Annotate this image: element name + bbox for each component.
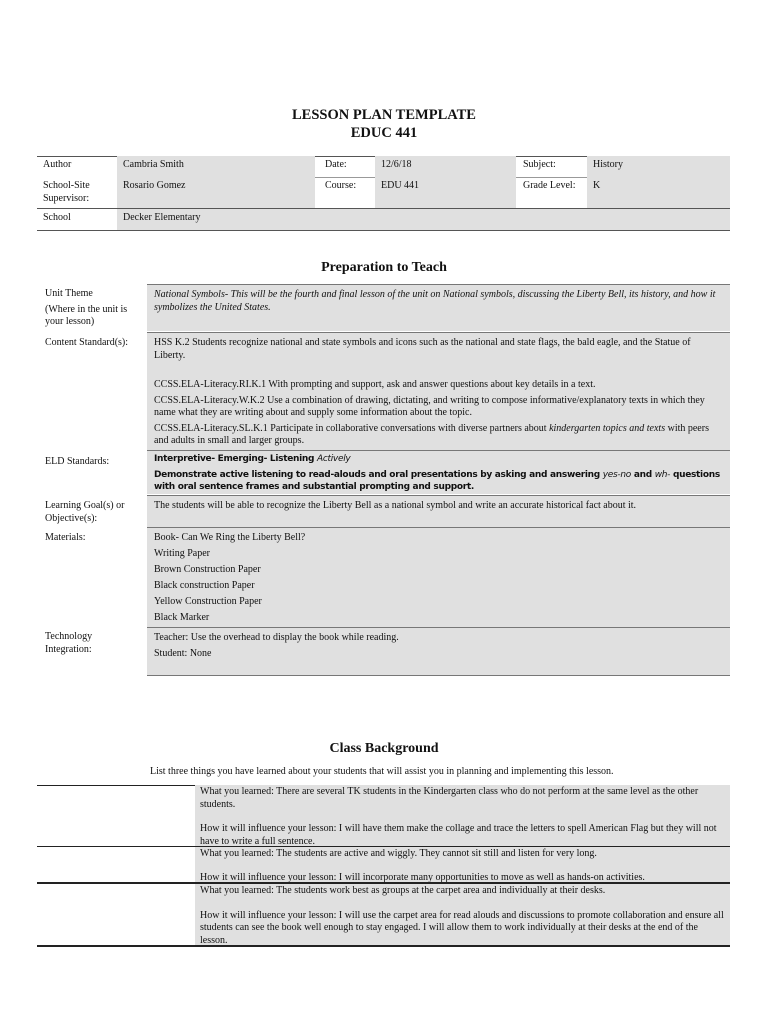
supervisor-label: School-Site Supervisor:: [43, 180, 90, 204]
school-value: Decker Elementary: [117, 209, 730, 230]
eld-line-1-bold: Interpretive- Emerging- Listening: [154, 454, 317, 464]
content-standard-sl: [154, 423, 723, 448]
eld-line-2-and: and: [630, 469, 655, 480]
learned-text: What you learned: The students work best as groups at the carpet area and individually at their desks.: [200, 885, 606, 896]
preparation-heading: Preparation to Teach: [321, 260, 447, 275]
class-background-heading: Class Background: [329, 741, 439, 756]
content-standard-sl-italic: kindergarten topics and texts: [549, 422, 666, 434]
material-item: Book- Can We Ring the Liberty Bell?: [154, 532, 306, 543]
learning-goal-value: The students will be able to recognize the Liberty Bell as a national symbol and write an accurate historical fact about it.: [154, 500, 637, 511]
row-left-rule: [37, 785, 195, 786]
eld-line-1-italic: Actively: [317, 454, 351, 464]
material-item: Black construction Paper: [154, 580, 255, 591]
technology-label: Technology Integration:: [45, 631, 93, 655]
eld-line-2-wh: wh-: [654, 469, 671, 480]
eld-label: ELD Standards:: [45, 456, 110, 467]
content-standard-sl-end: with peers and adults in small and larger groups.: [154, 422, 709, 446]
technology-teacher: Teacher: Use the overhead to display the book while reading.: [154, 632, 399, 643]
subject-value: History: [587, 156, 730, 177]
table-bottom-rule: [37, 945, 730, 947]
info-row-school: [37, 209, 730, 230]
author-value: Cambria Smith: [117, 156, 315, 177]
school-label: School: [43, 212, 71, 223]
class-background-content: [195, 847, 730, 882]
unit-theme-sublabel: (Where in the unit is your lesson): [45, 303, 128, 327]
learning-goal-box: [147, 495, 730, 527]
class-background-content: [195, 884, 730, 945]
content-standard-sl-start: CCSS.ELA-Literacy.SL.K.1 Participate in collaborative conversations with diverse partners about: [154, 422, 550, 434]
eld-line-2-yesno: yes-no: [602, 469, 631, 480]
supervisor-value: Rosario Gomez: [117, 177, 315, 208]
material-item: Writing Paper: [154, 548, 210, 559]
document-title: LESSON PLAN TEMPLATE: [292, 107, 476, 123]
technology-student: Student: None: [154, 648, 212, 659]
material-item: Black Marker: [154, 612, 210, 623]
author-label: Author: [43, 159, 72, 170]
learning-goal-label: Learning Goal(s) or Objective(s):: [45, 500, 125, 524]
unit-theme-label-text: Unit Theme: [45, 288, 93, 299]
unit-theme-label: [45, 288, 140, 329]
material-item: Yellow Construction Paper: [154, 596, 262, 607]
influence-text: How it will influence your lesson: I will have them make the collage and trace the letters to spell American Flag but they will not have to write a full sentence.: [200, 823, 717, 847]
grade-value: K: [587, 177, 730, 208]
materials-label: Materials:: [45, 532, 86, 543]
grade-label: Grade Level:: [523, 180, 576, 191]
info-row-author: [37, 156, 730, 177]
class-background-content: [195, 785, 730, 846]
content-standard-hss: HSS K.2 Students recognize national and state symbols and icons such as the national and state flags, the bald eagle, and the Statue of Liberty.: [154, 337, 691, 361]
material-item: Brown Construction Paper: [154, 564, 261, 575]
class-background-row: [37, 847, 730, 882]
eld-line-2: [154, 469, 723, 494]
unit-theme-value: National Symbols- This will be the fourth and final lesson of the unit on National symbols, discussing the Liberty Bell, its history, and how it symbolizes the United States.: [154, 289, 716, 313]
class-background-row: [37, 884, 730, 945]
unit-theme-box: [147, 284, 730, 331]
influence-text: How it will influence your lesson: I will use the carpet area for read alouds and discussions to promote collaboration and ensure all students can see the book well enough to stay engaged. I will allow them to work individually at their desks at the end of the lesson.: [200, 909, 724, 946]
content-standards-box: [147, 332, 730, 450]
course-label: Course:: [325, 180, 357, 191]
course-code: EDUC 441: [350, 125, 418, 141]
technology-box: [147, 627, 730, 676]
eld-line-1: [154, 453, 723, 466]
learned-text: What you learned: The students are active and wiggly. They cannot sit still and listen for very long.: [200, 848, 597, 859]
eld-box: [147, 450, 730, 494]
eld-line-2-start: Demonstrate active listening to read-alouds and oral presentations by asking and answering: [154, 469, 603, 480]
date-label: Date:: [325, 159, 347, 170]
materials-box: [147, 527, 730, 627]
info-table-bottom-rule: [37, 230, 730, 231]
content-standard-w: CCSS.ELA-Literacy.W.K.2 Use a combination of drawing, dictating, and writing to compose informative/explanatory texts in which they name what they are writing about and supply some information about the topic.: [154, 394, 705, 418]
influence-text: How it will influence your lesson: I will incorporate many opportunities to move as well as hands-on activities.: [200, 871, 645, 883]
course-value: EDU 441: [375, 177, 516, 208]
class-background-instruction: List three things you have learned about your students that will assist you in planning and implementing this lesson.: [150, 766, 614, 777]
content-standards-label: Content Standard(s):: [45, 337, 129, 348]
eld-line-2-end: questions with oral sentence frames and substantial prompting and support.: [154, 469, 720, 492]
subject-label: Subject:: [523, 159, 556, 170]
content-standard-ri: CCSS.ELA-Literacy.RI.K.1 With prompting and support, ask and answer questions about key details in a text.: [154, 379, 596, 390]
learned-text: What you learned: There are several TK students in the Kindergarten class who do not perform at the same level as the other students.: [200, 786, 699, 810]
class-background-row: [37, 785, 730, 846]
info-row-supervisor: [37, 177, 730, 208]
date-value: 12/6/18: [375, 156, 516, 177]
